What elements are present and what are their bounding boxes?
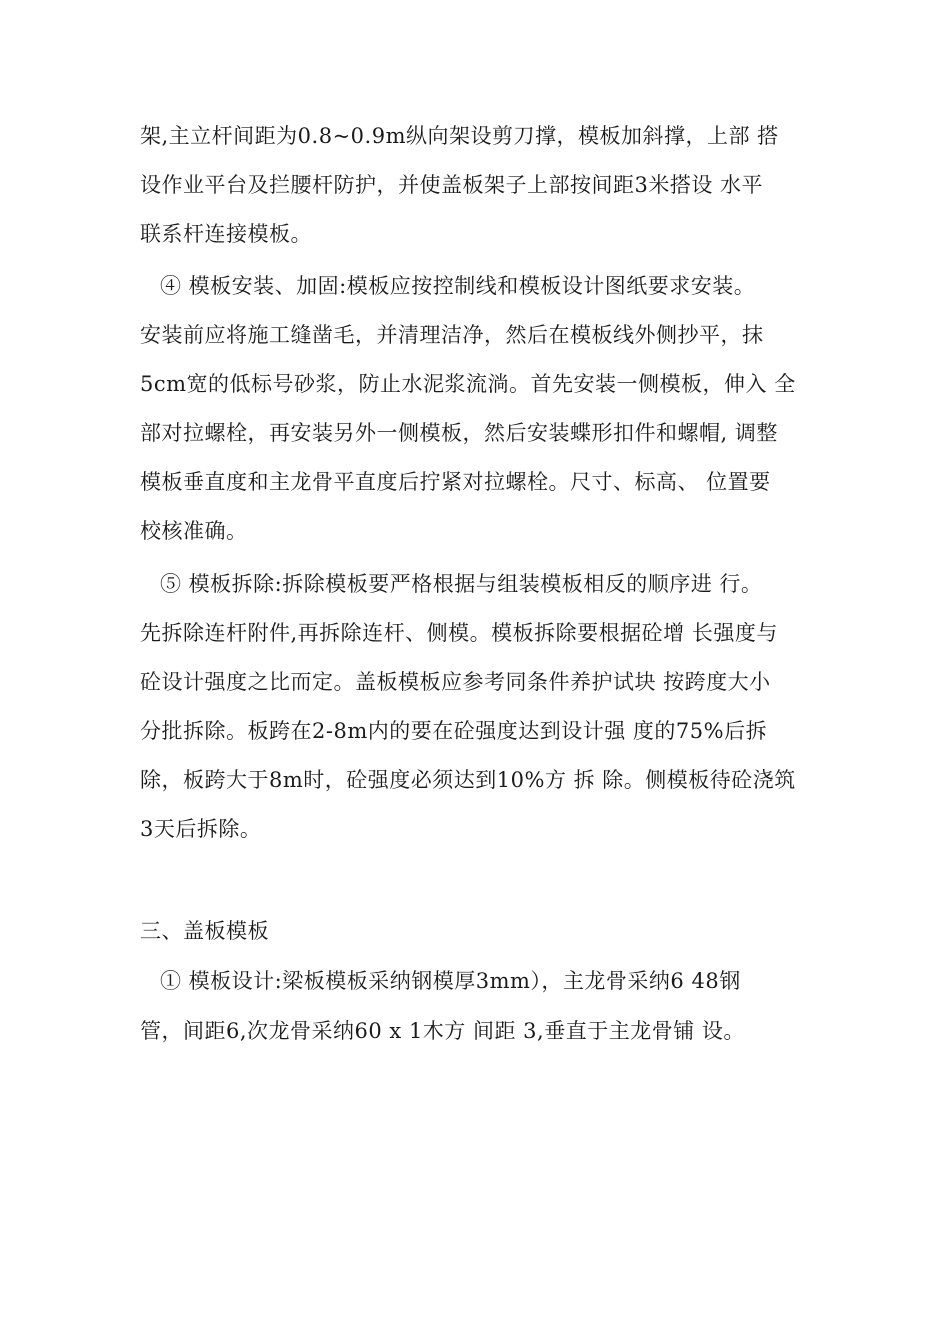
paragraph-line: ④ 模板安装、加固:模板应按控制线和模板设计图纸要求安装。: [160, 274, 756, 298]
paragraph-line: 先拆除连杆附件,再拆除连杆、侧模。模板拆除要根据砼增 长强度与: [140, 621, 778, 645]
paragraph-line: 3天后拆除。: [140, 817, 262, 841]
paragraph-line: 分批拆除。板跨在2-8m内的要在砼强度达到设计强 度的75%后拆: [140, 719, 768, 743]
paragraph-line: ⑤ 模板拆除:拆除模板要严格根据与组装模板相反的顺序进 行。: [160, 572, 763, 596]
paragraph-line: 模板垂直度和主龙骨平直度后拧紧对拉螺栓。尺寸、标高、 位置要: [140, 470, 771, 494]
paragraph-line: 除，板跨大于8m时，砼强度必须达到10%方 拆 除。侧模板待砼浇筑: [140, 768, 796, 792]
paragraph-line: 安装前应将施工缝凿毛，并清理洁净，然后在模板线外侧抄平，抹: [140, 323, 764, 347]
paragraph-line: ① 模板设计:梁板模板采纳钢模厚3mm），主龙骨采纳6 48钢: [160, 969, 741, 993]
paragraph-line: 5cm宽的低标号砂浆，防止水泥浆流淌。首先安装一侧模板，伸入 全: [140, 372, 796, 396]
paragraph-line: 设作业平台及拦腰杆防护，并使盖板架子上部按间距3米搭设 水平: [140, 173, 764, 197]
paragraph-line: 联系杆连接模板。: [140, 222, 312, 246]
paragraph-line: 砼设计强度之比而定。盖板模板应参考同条件养护试块 按跨度大小: [140, 670, 771, 694]
paragraph-line: 管，间距6,次龙骨采纳60 x 1木方 间距 3,垂直于主龙骨铺 设。: [140, 1019, 745, 1043]
paragraph-line: 架,主立杆间距为0.8~0.9m纵向架设剪刀撑，模板加斜撑，上部 搭: [140, 124, 779, 148]
paragraph-line: 校核准确。: [140, 519, 248, 543]
paragraph-line: 部对拉螺栓，再安装另外一侧模板，然后安装蝶形扣件和螺帽, 调整: [140, 421, 778, 445]
section-heading: 三、盖板模板: [140, 919, 269, 943]
